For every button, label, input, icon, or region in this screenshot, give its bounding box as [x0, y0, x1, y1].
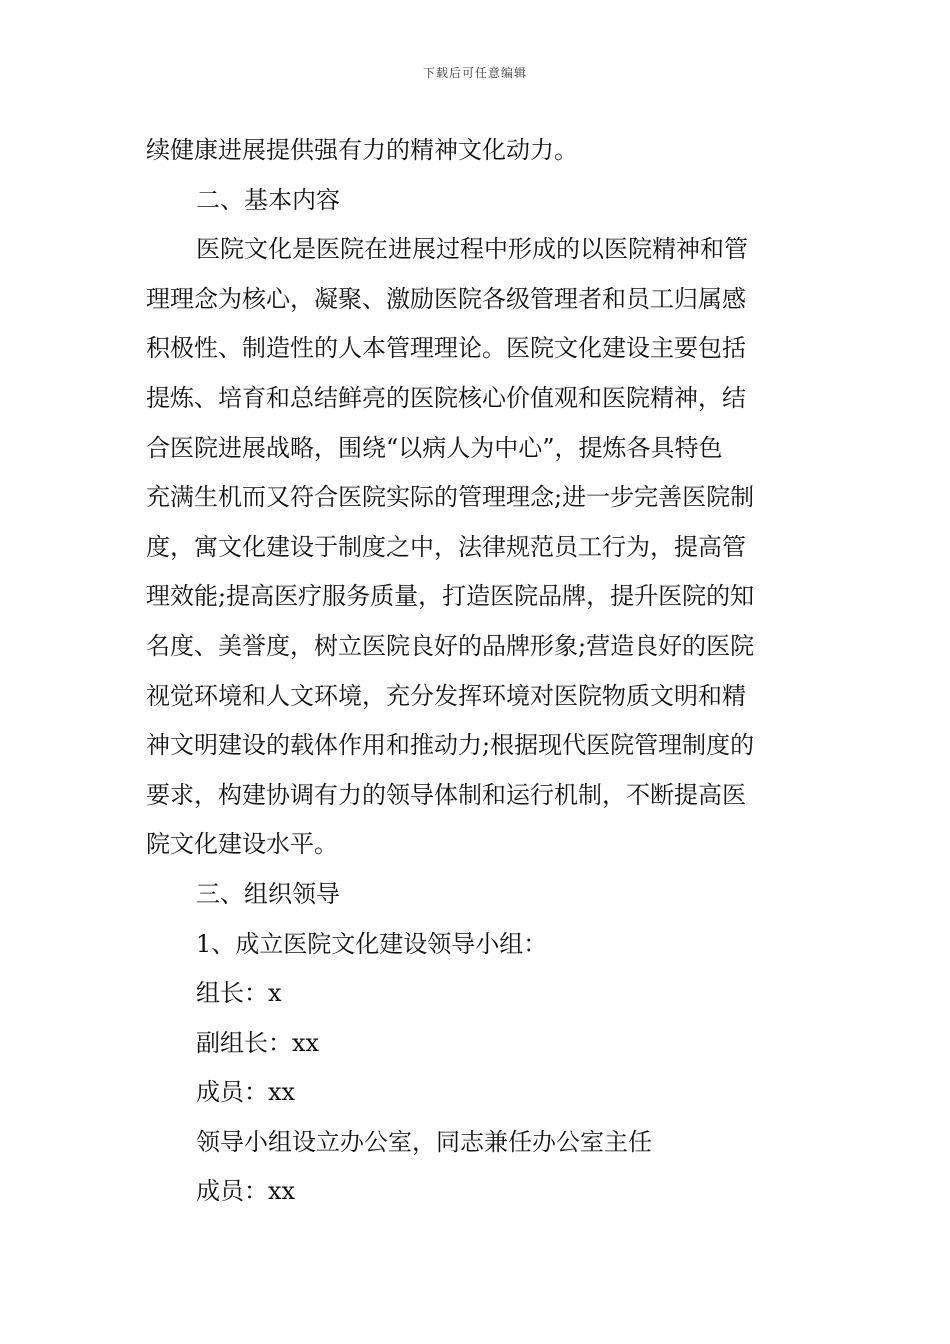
- section-heading-organization: 三、组织领导: [196, 879, 340, 908]
- paragraph-line: 提炼、培育和总结鲜亮的医院核心价值观和医院精神，结: [146, 383, 746, 412]
- paragraph-line: 合医院进展战略，围绕“以病人为中心”，提炼各具特色: [146, 433, 723, 462]
- paragraph-line: 积极性、制造性的人本管理理论。医院文化建设主要包括: [146, 334, 746, 363]
- paragraph-line: 院文化建设水平。: [146, 830, 338, 859]
- page-header-note: 下载后可任意编辑: [422, 66, 527, 80]
- paragraph-line: 神文明建设的载体作用和推动力;根据现代医院管理制度的: [146, 731, 755, 760]
- list-item: 组长：x: [196, 979, 282, 1008]
- list-item: 领导小组设立办公室，同志兼任办公室主任: [196, 1127, 652, 1156]
- list-item: 成员：xx: [196, 1177, 296, 1206]
- list-item: 副组长：xx: [196, 1028, 320, 1057]
- paragraph-line: 理效能;提高医疗服务质量，打造医院品牌，提升医院的知: [146, 582, 755, 611]
- paragraph-line: 医院文化是医院在进展过程中形成的以医院精神和管: [196, 235, 748, 264]
- paragraph-line: 名度、美誉度，树立医院良好的品牌形象;营造良好的医院: [146, 631, 755, 660]
- document-body: [146, 126, 808, 1217]
- section-heading-basic-content: 二、基本内容: [196, 185, 340, 214]
- list-item: 成员：xx: [196, 1078, 296, 1107]
- paragraph-line: 充满生机而又符合医院实际的管理理念;进一步完善医院制: [146, 483, 755, 512]
- paragraph-line: 度，寓文化建设于制度之中，法律规范员工行为，提高管: [146, 532, 746, 561]
- paragraph-line: 视觉环境和人文环境，充分发挥环境对医院物质文明和精: [146, 681, 746, 710]
- list-item: 1、成立医院文化建设领导小组：: [196, 929, 548, 958]
- paragraph-line: 理理念为核心，凝聚、激励医院各级管理者和员工归属感: [146, 284, 746, 313]
- paragraph-line: 要求，构建协调有力的领导体制和运行机制，不断提高医: [146, 780, 746, 809]
- paragraph-line: 续健康进展提供强有力的精神文化动力。: [146, 136, 578, 164]
